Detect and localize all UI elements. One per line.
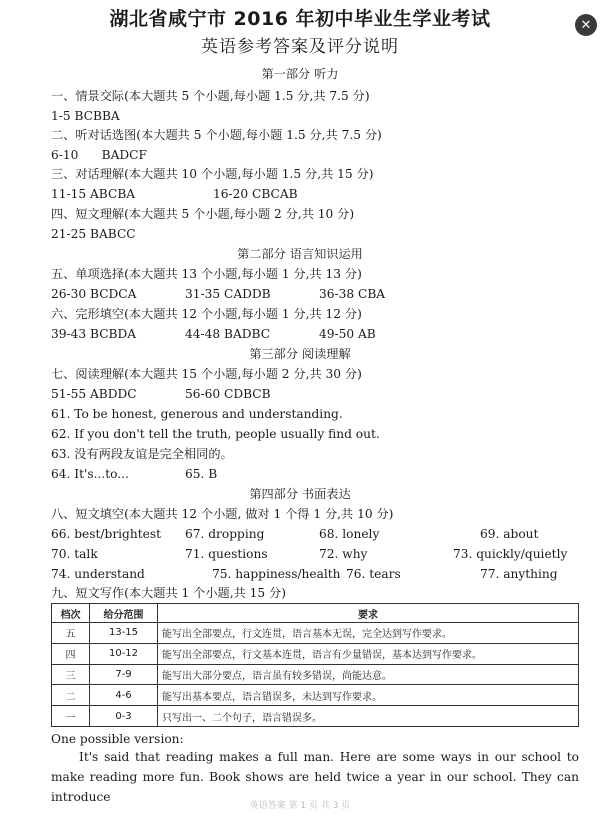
cloze-answer: 66. best/brightest (51, 527, 161, 541)
section-2-answers: 6-10 BADCF (51, 148, 147, 162)
cloze-answer: 77. anything (480, 567, 558, 581)
cloze-answer: 72. why (319, 547, 368, 561)
section-4-title: 四、短文理解(本大题共 5 个小题,每小题 2 分,共 10 分) (51, 207, 355, 221)
cloze-answer: 67. dropping (185, 527, 265, 541)
table-cell: 13-15 (90, 623, 158, 644)
section-7-answers-b: 56-60 CDBCB (185, 387, 271, 401)
section-3-answers-a: 11-15 ABCBA (51, 187, 136, 201)
answer-65: 65. B (185, 467, 218, 481)
section-5-answers-b: 31-35 CADDB (185, 287, 271, 301)
page-subtitle: 英语参考答案及评分说明 (201, 37, 399, 57)
table-cell: 能写出全部要点，行文基本连贯，语言有少量错误，基本达到写作要求。 (158, 643, 579, 664)
section-6-answers-c: 49-50 AB (319, 327, 376, 341)
section-1-answers: 1-5 BCBBA (51, 109, 120, 123)
table-header-row (52, 604, 579, 623)
table-row (52, 643, 579, 664)
part3-heading: 第三部分 阅读理解 (249, 347, 351, 361)
table-row (52, 706, 579, 727)
answer-63: 63. 没有两段友谊是完全相同的。 (51, 447, 233, 461)
table-cell: 能写出全部要点，行文连贯，语言基本无误，完全达到写作要求。 (158, 623, 579, 644)
answer-62: 62. If you don't tell the truth, people usually find out. (51, 427, 380, 441)
cloze-answer: 68. lonely (319, 527, 380, 541)
page-title: 湖北省咸宁市 2016 年初中毕业生学业考试 (109, 8, 491, 30)
section-3-title: 三、对话理解(本大题共 10 个小题,每小题 1.5 分,共 15 分) (51, 167, 374, 181)
part4-heading: 第四部分 书面表达 (249, 487, 351, 501)
table-row (52, 685, 579, 706)
section-6-title: 六、完形填空(本大题共 12 个小题,每小题 1 分,共 12 分) (51, 307, 362, 321)
cloze-answer: 74. understand (51, 567, 145, 581)
table-row (52, 623, 579, 644)
table-cell: 0-3 (90, 706, 158, 727)
answer-64: 64. It's...to... (51, 467, 129, 481)
table-cell: 能写出大部分要点，语言虽有较多错误，尚能达意。 (158, 664, 579, 685)
essay-text: It's said that reading makes a full man. Here are some ways in our school to make reading more fun. Book shows are held twice a year in our school. They can introduce (51, 750, 579, 804)
section-5-answers-c: 36-38 CBA (319, 287, 386, 301)
section-9-title: 九、短文写作(本大题共 1 个小题,共 15 分) (51, 586, 286, 600)
section-5-title: 五、单项选择(本大题共 13 个小题,每小题 1 分,共 13 分) (51, 267, 362, 281)
cloze-answer: 71. questions (185, 547, 268, 561)
cloze-answer: 75. happiness/health (212, 567, 341, 581)
section-3-answers-b: 16-20 CBCAB (213, 187, 298, 201)
table-cell: 四 (52, 643, 90, 664)
table-cell: 只写出一、二个句子，语言错误多。 (158, 706, 579, 727)
cloze-answer: 70. talk (51, 547, 98, 561)
table-header: 给分范围 (90, 604, 158, 623)
table-cell: 五 (52, 623, 90, 644)
section-6-answers-a: 39-43 BCBDA (51, 327, 137, 341)
table-cell: 7-9 (90, 664, 158, 685)
section-5-answers-a: 26-30 BCDCA (51, 287, 137, 301)
section-7-title: 七、阅读理解(本大题共 15 个小题,每小题 2 分,共 30 分) (51, 367, 362, 381)
part1-heading: 第一部分 听力 (261, 67, 339, 81)
section-7-answers-a: 51-55 ABDDC (51, 387, 137, 401)
table-cell: 一 (52, 706, 90, 727)
table-header: 档次 (52, 604, 90, 623)
table-cell: 二 (52, 685, 90, 706)
cloze-answer: 69. about (480, 527, 539, 541)
section-2-title: 二、听对话选图(本大题共 5 个小题,每小题 1.5 分,共 7.5 分) (51, 128, 382, 142)
section-8-title: 八、短文填空(本大题共 12 个小题, 做对 1 个得 1 分,共 10 分) (51, 507, 394, 521)
answer-61: 61. To be honest, generous and understanding. (51, 407, 343, 421)
page-footer: 英语答案 第 1 页 共 3 页 (249, 801, 351, 811)
table-row (52, 664, 579, 685)
table-cell: 10-12 (90, 643, 158, 664)
table-cell: 能写出基本要点，语言错误多，未达到写作要求。 (158, 685, 579, 706)
essay-label: One possible version: (51, 732, 184, 746)
scoring-table (51, 603, 579, 727)
part2-heading: 第二部分 语言知识运用 (237, 247, 363, 261)
section-6-answers-b: 44-48 BADBC (185, 327, 271, 341)
table-cell: 三 (52, 664, 90, 685)
table-cell: 4-6 (90, 685, 158, 706)
table-header: 要求 (158, 604, 579, 623)
close-icon[interactable]: ✕ (575, 14, 597, 36)
cloze-answer: 73. quickly/quietly (453, 547, 568, 561)
section-4-answers: 21-25 BABCC (51, 227, 136, 241)
section-1-title: 一、情景交际(本大题共 5 个小题,每小题 1.5 分,共 7.5 分) (51, 89, 370, 103)
cloze-answer: 76. tears (346, 567, 401, 581)
